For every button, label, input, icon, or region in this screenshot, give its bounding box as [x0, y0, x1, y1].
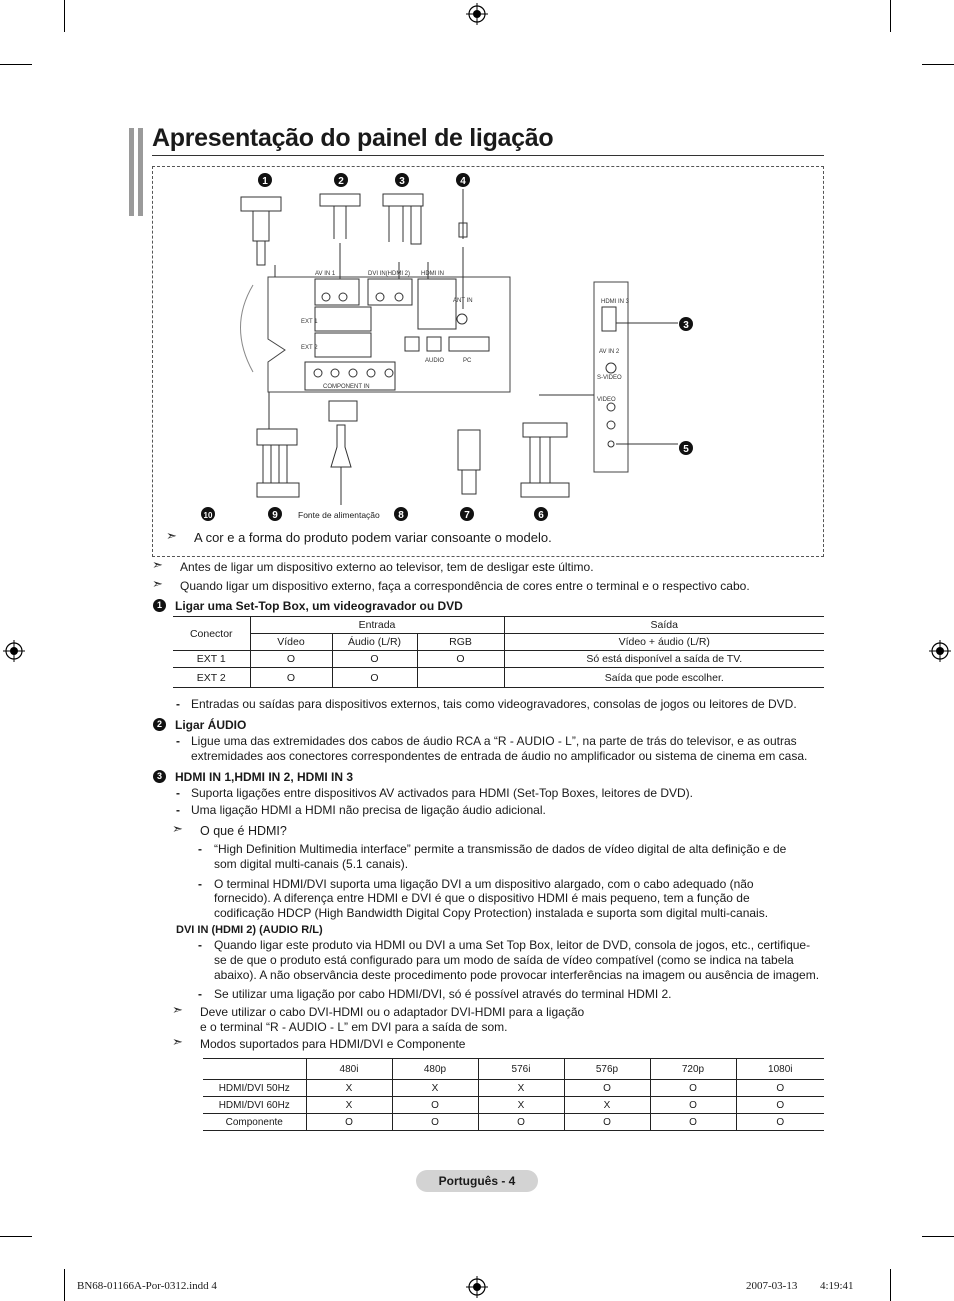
callout-10: 10: [203, 511, 213, 520]
page-number-badge: Português - 4: [416, 1170, 538, 1192]
section-number-2: 2: [153, 718, 166, 731]
label-side-hdmi: HDMI IN 3: [601, 299, 630, 305]
cell: X: [392, 1080, 478, 1097]
cell: O: [392, 1114, 478, 1131]
row-label: HDMI/DVI 50Hz: [203, 1080, 306, 1097]
cell: O: [776, 1116, 785, 1128]
cell: X: [478, 1080, 564, 1097]
callout-2: 2: [338, 176, 344, 187]
registration-mark-icon: [466, 3, 488, 25]
cell: O: [332, 651, 417, 668]
callout-7: 7: [464, 510, 470, 521]
cell: EXT 1: [173, 651, 250, 668]
col-576p: 576p: [564, 1059, 650, 1080]
label-ext2: EXT 2: [301, 345, 318, 351]
col-audio: Áudio (L/R): [332, 634, 417, 651]
registration-mark-icon: [929, 640, 951, 662]
col-480i: 480i: [306, 1059, 392, 1080]
label-ext1: EXT 1: [301, 319, 318, 325]
label-audio: AUDIO: [425, 358, 445, 364]
col-576i: 576i: [478, 1059, 564, 1080]
dvi-b2: Se utilizar uma ligação por cabo HDMI/DVI, só é possível através do terminal HDMI 2.: [214, 987, 672, 1001]
note-arrow-icon: ➣: [172, 1034, 183, 1049]
note-modes: Modos suportados para HDMI/DVI e Componente: [200, 1037, 466, 1051]
section-number-3: 3: [153, 770, 166, 783]
label-power-source: Fonte de alimentação: [298, 510, 380, 520]
section3-title: HDMI IN 1,HDMI IN 2, HDMI IN 3: [175, 770, 354, 784]
label-component-in: COMPONENT IN: [323, 384, 370, 390]
table-row: [173, 651, 824, 668]
note-arrow-icon: ➣: [172, 821, 183, 836]
col-720p: 720p: [650, 1059, 736, 1080]
cell: EXT 2: [173, 668, 250, 688]
bullet-dash: -: [176, 697, 180, 711]
col-rgb: RGB: [417, 634, 504, 651]
callout-6: 6: [538, 510, 544, 521]
note-arrow-icon: ➣: [172, 1002, 183, 1017]
cell: X: [306, 1080, 392, 1097]
crop-mark: [922, 1236, 954, 1237]
section3-bullet1: Suporta ligações entre dispositivos AV activados para HDMI (Set-Top Boxes, leitores de DVD).: [191, 786, 694, 800]
cell: Só está disponível a saída de TV.: [586, 653, 743, 665]
bullet-dash: -: [198, 877, 202, 891]
callout-3: 3: [399, 176, 405, 187]
label-side-av: AV IN 2: [599, 349, 620, 355]
col-output: Saída: [504, 617, 824, 634]
dvi-line1: O terminal HDMI/DVI suporta uma ligação DVI a um dispositivo alargado, com o cabo adequado (não: [214, 877, 754, 891]
title-rule: [152, 155, 824, 156]
hdmi-def-line2: som digital multi-canais (5.1 canais).: [214, 857, 409, 871]
row-label: HDMI/DVI 60Hz: [203, 1097, 306, 1114]
section3-bullet2: Uma ligação HDMI a HDMI não precisa de ligação áudio adicional.: [191, 803, 546, 817]
label-pc: PC: [463, 358, 472, 364]
page-title: Apresentação do painel de ligação: [152, 124, 554, 152]
crop-mark: [0, 64, 32, 65]
cell: O: [650, 1114, 736, 1131]
timestamp-slug: 2007-03-13 ￿￿ 4:19:41: [746, 1280, 854, 1292]
cell: O: [776, 1082, 785, 1094]
callout-8: 8: [398, 510, 404, 521]
col-480p: 480p: [392, 1059, 478, 1080]
crop-mark: [0, 1236, 32, 1237]
dvi-in-title: DVI IN (HDMI 2) (AUDIO R/L): [176, 924, 323, 936]
crop-mark: [64, 0, 65, 32]
section1-bullet: Entradas ou saídas para dispositivos externos, tais como videogravadores, consolas de jogos ou leitores de DVD.: [191, 697, 797, 711]
corner-cell: [203, 1059, 306, 1080]
cell: O: [392, 1097, 478, 1114]
table-row: [203, 1080, 824, 1097]
file-slug: BN68-01166A-Por-0312.indd 4: [77, 1280, 217, 1292]
note-arrow-icon: ➣: [152, 576, 163, 591]
what-is-hdmi: O que é HDMI?: [200, 824, 287, 838]
callout-5: 5: [683, 444, 689, 455]
cell: O: [332, 668, 417, 688]
callout-4: 4: [460, 176, 466, 187]
crop-mark: [922, 64, 954, 65]
bullet-dash: -: [176, 786, 180, 800]
model-note: A cor e a forma do produto podem variar consoante o modelo.: [194, 530, 552, 545]
cell: [417, 668, 504, 688]
modes-table: [203, 1058, 824, 1131]
callout-3-side: 3: [683, 320, 689, 331]
bullet-dash: -: [198, 987, 202, 1001]
cell: O: [564, 1114, 650, 1131]
dvi-line3: codificação HDCP (High Bandwidth Digital Copy Protection) instalada e suporta som digital multi-canais.: [214, 906, 769, 920]
col-video: Vídeo: [250, 634, 332, 651]
cell: O: [650, 1097, 736, 1114]
crop-mark: [64, 1269, 65, 1301]
col-connector: Conector: [173, 617, 250, 651]
cell: O: [417, 651, 504, 668]
connection-panel-illustration: [153, 167, 821, 527]
crop-mark: [890, 1269, 891, 1301]
section1-title: Ligar uma Set-Top Box, um videogravador ou DVD: [175, 599, 463, 613]
cell: O: [250, 651, 332, 668]
cell: O: [776, 1099, 785, 1111]
note-cable-line1: Deve utilizar o cabo DVI-HDMI ou o adaptador DVI-HDMI para a ligação: [200, 1005, 585, 1019]
table-row: [203, 1114, 824, 1131]
note-arrow-icon: ➣: [166, 528, 177, 543]
section2-line2: extremidades aos conectores correspondentes de entrada de áudio no amplificador ou sistema de cinema em casa.: [191, 749, 808, 763]
callout-9: 9: [272, 510, 278, 521]
registration-mark-icon: [3, 640, 25, 662]
bullet-dash: -: [198, 938, 202, 952]
col-1080i: 1080i: [768, 1063, 793, 1075]
section2-line1: Ligue uma das extremidades dos cabos de áudio RCA a “R - AUDIO - L”, na parte de trás do televisor, e as outras: [191, 734, 797, 748]
cell: X: [478, 1097, 564, 1114]
col-video-audio: Vídeo + áudio (L/R): [618, 636, 710, 648]
bullet-dash: -: [176, 803, 180, 817]
label-av-in: AV IN 1: [315, 271, 336, 277]
label-video: VIDEO: [597, 397, 616, 403]
cell: O: [650, 1080, 736, 1097]
label-dvi-in: DVI IN(HDMI 2): [368, 271, 410, 277]
cell: O: [250, 668, 332, 688]
note-arrow-icon: ➣: [152, 557, 163, 572]
registration-mark-icon: [466, 1276, 488, 1298]
bullet-dash: -: [198, 842, 202, 856]
col-input: Entrada: [250, 617, 504, 634]
cell: O: [306, 1114, 392, 1131]
section2-title: Ligar ÁUDIO: [175, 718, 247, 732]
ext-table: [173, 616, 824, 688]
dvi-line2: fornecido). A diferença entre HDMI e DVI é que o dispositivo HDMI é mais pequeno, tem a função de: [214, 891, 750, 905]
note-cable-line2: e o terminal “R - AUDIO - L” em DVI para a saída de som.: [200, 1020, 508, 1034]
note-before-connect: Antes de ligar um dispositivo externo ao televisor, tem de desligar este último.: [180, 560, 594, 574]
title-accent-bar: [129, 128, 134, 216]
dvi-b1-line1: Quando ligar este produto via HDMI ou DVI a uma Set Top Box, leitor de DVD, consola de jogos, etc., certifique-: [214, 938, 811, 952]
dvi-b1-line2: se de que o produto está configurado para um modo de saída de vídeo compatível (como se indica na tabela: [214, 953, 794, 967]
label-hdmi-in: HDMI IN: [421, 271, 444, 277]
title-accent-bar: [138, 128, 143, 216]
bullet-dash: -: [176, 734, 180, 748]
table-row: [173, 668, 824, 688]
hdmi-def-line1: “High Definition Multimedia interface” permite a transmissão de dados de vídeo digital de alta definição e de: [214, 842, 787, 856]
label-svideo: S-VIDEO: [597, 375, 622, 381]
cell: X: [564, 1097, 650, 1114]
cell: O: [478, 1114, 564, 1131]
dvi-b1-line3: abaixo). A não observância deste procedimento pode provocar interferências na imagem ou ausência de imagem.: [214, 968, 820, 982]
row-label: Componente: [203, 1114, 306, 1131]
label-ant-in: ANT IN: [453, 298, 473, 304]
section-number-1: 1: [153, 599, 166, 612]
callout-1: 1: [262, 176, 268, 187]
table-row: [203, 1097, 824, 1114]
cell: X: [306, 1097, 392, 1114]
cell: O: [564, 1080, 650, 1097]
note-color-match: Quando ligar um dispositivo externo, faça a correspondência de cores entre o terminal e o respectivo cabo.: [180, 579, 750, 593]
crop-mark: [890, 0, 891, 32]
cell: Saída que pode escolher.: [604, 671, 724, 684]
